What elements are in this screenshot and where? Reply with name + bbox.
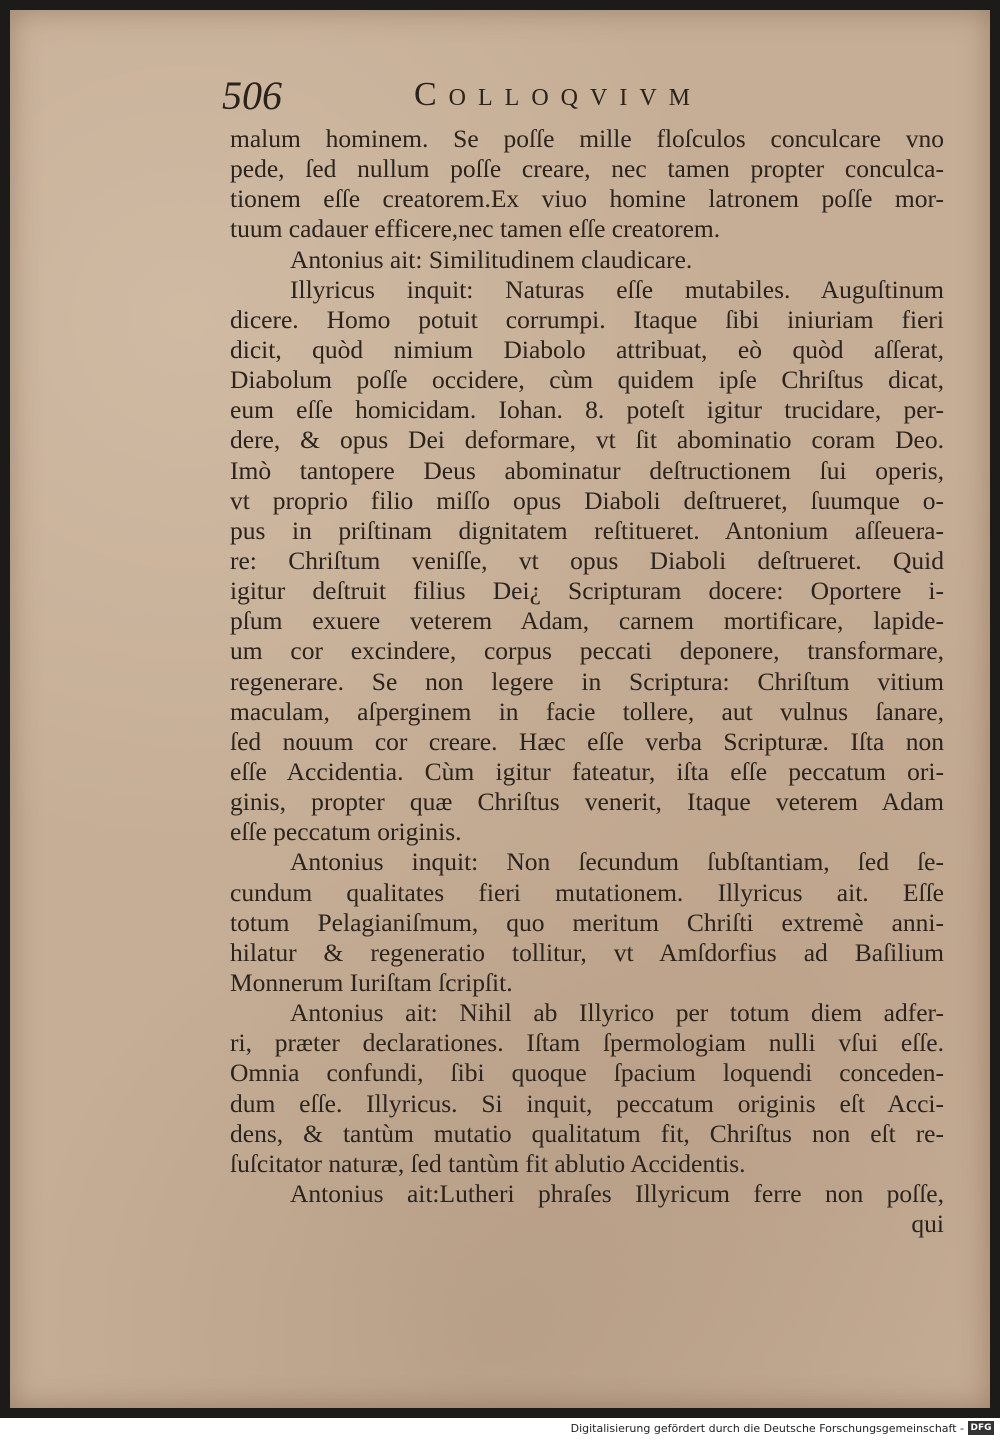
text-line: Omnia confundi, ſibi quoque ſpacium loquendi conceden- bbox=[230, 1058, 944, 1088]
text-line: ginis, propter quæ Chriſtus venerit, Itaque veterem Adam bbox=[230, 787, 944, 817]
page-number: 506 bbox=[222, 73, 282, 118]
text-line: eſſe peccatum originis. bbox=[230, 817, 462, 847]
text-line: vt proprio filio miſſo opus Diaboli deſtrueret, ſuumque o- bbox=[230, 485, 944, 515]
text-line: pſum exuere veterem Adam, carnem mortificare, lapide- bbox=[230, 606, 944, 636]
text-line: malum hominem. Se poſſe mille floſculos conculcare vno bbox=[230, 124, 944, 153]
text-line: re: Chriſtum veniſſe, vt opus Diaboli deſtrueret. Quid bbox=[230, 545, 944, 575]
text-line: maculam, aſperginem in facie tollere, aut vulnus ſanare, bbox=[230, 696, 944, 726]
text-line: tuum cadauer efficere,nec tamen eſſe creatorem. bbox=[230, 214, 721, 244]
text-line: Antonius ait: Nihil ab Illyrico per totum diem adfer- bbox=[290, 998, 944, 1028]
text-line: dum eſſe. Illyricus. Si inquit, peccatum originis eſt Acci- bbox=[230, 1088, 944, 1118]
running-title: Colloqvivm bbox=[414, 76, 702, 113]
text-line: pede, ſed nullum poſſe creare, nec tamen propter conculca- bbox=[230, 154, 944, 184]
text-line: tionem eſſe creatorem.Ex viuo homine latronem poſſe mor- bbox=[230, 184, 944, 214]
text-line: igitur deſtruit filius Dei¿ Scripturam docere: Oportere i- bbox=[230, 576, 944, 606]
text-line: Antonius ait: Similitudinem claudicare. bbox=[290, 244, 693, 274]
text-line: dicit, quòd nimium Diabolo attribuat, eò quòd aſſerat, bbox=[230, 334, 944, 364]
text-line: regenerare. Se non legere in Scriptura: Chriſtum vitium bbox=[230, 666, 944, 696]
text-line: dicere. Homo potuit corrumpi. Itaque ſibi iniuriam fieri bbox=[230, 304, 944, 334]
text-line: pus in priſtinam dignitatem reſtitueret. Antonium aſſeuera- bbox=[230, 515, 944, 545]
text-line: dere, & opus Dei deformare, vt ſit abominatio coram Deo. bbox=[230, 425, 944, 455]
text-line: totum Pelagianiſmum, quo meritum Chriſti extremè anni- bbox=[230, 907, 944, 937]
digitization-footer bbox=[0, 1418, 1000, 1440]
text-line: dens, & tantùm mutatio qualitatum fit, Chriſtus non eſt re- bbox=[230, 1118, 944, 1148]
text-line: Antonius inquit: Non ſecundum ſubſtantiam, ſed ſe- bbox=[290, 847, 944, 877]
page-body-text bbox=[230, 124, 944, 1239]
dfg-logo bbox=[968, 1421, 994, 1435]
text-line: um cor excindere, corpus peccati deponere, transformare, bbox=[230, 636, 944, 666]
text-line: Antonius ait:Lutheri phraſes Illyricum ferre non poſſe, bbox=[290, 1178, 944, 1208]
text-line: cundum qualitates fieri mutationem. Illyricus ait. Eſſe bbox=[230, 877, 944, 907]
text-line: eſſe Accidentia. Cùm igitur fateatur, iſta eſſe peccatum ori- bbox=[230, 756, 944, 786]
text-line: Imò tantopere Deus abominatur deſtructionem ſui operis, bbox=[230, 455, 944, 485]
text-line: eum eſſe homicidam. Iohan. 8. poteſt igitur trucidare, per- bbox=[230, 395, 944, 425]
page-header bbox=[222, 72, 942, 120]
text-line: Monnerum Iuriſtam ſcripſit. bbox=[230, 967, 513, 997]
funding-credit: Digitalisierung gefördert durch die Deutsche Forschungsgemeinschaft - bbox=[570, 1422, 964, 1435]
text-line: ſuſcitator naturæ, ſed tantùm fit ablutio Accidentis. bbox=[230, 1148, 746, 1178]
text-line: ri, præter declarationes. Iſtam ſpermologiam nulli vſui eſſe. bbox=[230, 1028, 944, 1058]
text-line: Illyricus inquit: Naturas eſſe mutabiles. Auguſtinum bbox=[290, 274, 944, 304]
text-line: Diabolum poſſe occidere, cùm quidem ipſe Chriſtus dicat, bbox=[230, 365, 944, 395]
catchword: qui bbox=[911, 1209, 944, 1239]
text-line: hilatur & regeneratio tollitur, vt Amſdorfius ad Baſilium bbox=[230, 937, 944, 967]
dfg-logo-text: DFG bbox=[970, 1423, 992, 1433]
text-line: ſed nouum cor creare. Hæc eſſe verba Scripturæ. Iſta non bbox=[230, 726, 944, 756]
